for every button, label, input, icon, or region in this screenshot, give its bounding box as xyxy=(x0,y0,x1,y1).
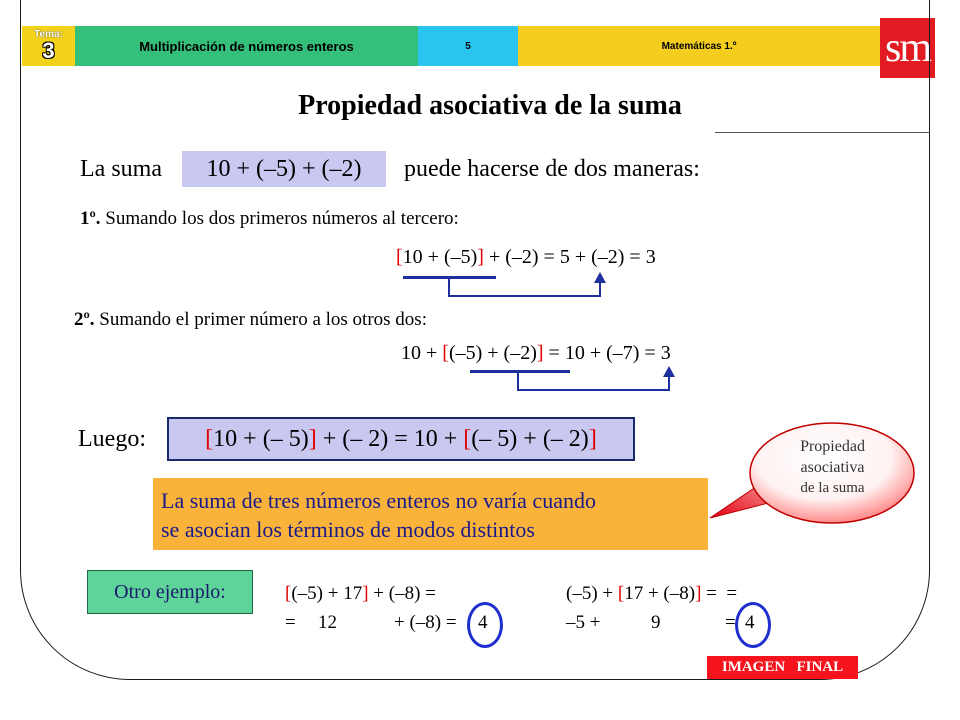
example-label: Otro ejemplo: xyxy=(114,580,226,603)
unit-title xyxy=(75,26,418,66)
page-number: 5 xyxy=(465,40,471,52)
way1-heading xyxy=(80,208,459,230)
final-image-button[interactable] xyxy=(707,656,858,679)
title-divider xyxy=(715,132,930,133)
conclusion-bracket-1: [ xyxy=(205,425,214,452)
way2-underline xyxy=(470,370,570,373)
sm-logo xyxy=(880,18,935,78)
intro-suffix: puede hacerse de dos maneras: xyxy=(404,156,700,182)
example-right-result: 4 xyxy=(745,612,755,633)
tema-number: 3 xyxy=(42,38,55,63)
subject-cell xyxy=(518,26,880,66)
example-right-9: 9 xyxy=(651,612,661,633)
example-right-rest: = = xyxy=(701,583,738,604)
way1-number: 1º. xyxy=(80,208,101,229)
way2-arrowhead xyxy=(663,366,675,377)
property-line-1: La suma de tres números enteros no varía cuando xyxy=(161,488,596,513)
way2-connector-up xyxy=(668,376,670,391)
callout-line-2: asociativa xyxy=(800,459,865,476)
way1-connector-horizontal xyxy=(448,295,600,297)
example-left-line-1 xyxy=(285,583,436,605)
way2-inner: (–5) + (–2) xyxy=(448,342,537,364)
way1-connector-up xyxy=(599,282,601,297)
conclusion-part-2: + (– 2) = 10 + xyxy=(316,425,464,452)
way1-arrowhead xyxy=(594,272,606,283)
way1-connector-down xyxy=(448,278,450,296)
way2-expression xyxy=(401,342,671,365)
example-left-rest: + (–8) = xyxy=(368,583,436,604)
conclusion-box xyxy=(167,417,635,461)
way2-bracket-close: ] xyxy=(536,342,544,364)
final-image-label: IMAGEN FINAL xyxy=(721,659,844,675)
way1-bracket-close: ] xyxy=(477,246,484,268)
way2-text: Sumando el primer número a los otros dos: xyxy=(99,309,427,330)
example-right-circle xyxy=(735,602,771,648)
property-line-2: se asocian los términos de modos distintos xyxy=(161,517,535,542)
example-right-inner: 17 + (–8) xyxy=(624,583,696,604)
example-left-circle xyxy=(467,602,503,648)
conclusion-label: Luego: xyxy=(78,426,146,452)
slide-title: Propiedad asociativa de la suma xyxy=(298,90,682,121)
example-right-pre: (–5) + xyxy=(566,583,618,604)
tema-label: Tema: xyxy=(34,29,63,40)
intro-expression-box xyxy=(182,151,386,187)
example-label-box xyxy=(87,570,253,614)
property-box xyxy=(153,478,708,550)
conclusion-bracket-3: [ xyxy=(463,425,472,452)
example-right-bracket-close: ] xyxy=(695,583,702,604)
conclusion-part-3: (– 5) + (– 2) xyxy=(471,425,589,452)
way1-rest: + (–2) = 5 + (–2) = 3 xyxy=(483,246,656,268)
example-left-result: 4 xyxy=(478,612,488,633)
way1-text: Sumando los dos primeros números al tercero: xyxy=(105,208,459,229)
example-right-eq: = xyxy=(725,612,736,633)
intro-prefix: La suma xyxy=(80,156,162,182)
way2-pre: 10 + xyxy=(401,342,443,364)
way1-bracket-open: [ xyxy=(396,246,403,268)
conclusion-bracket-2: ] xyxy=(308,425,317,452)
way1-inner: 10 + (–5) xyxy=(402,246,478,268)
example-left-12: 12 xyxy=(318,612,337,633)
conclusion-bracket-4: ] xyxy=(588,425,597,452)
way2-bracket-open: [ xyxy=(442,342,449,364)
example-right-bracket-open: [ xyxy=(617,583,625,604)
callout-text xyxy=(760,436,905,499)
example-left-bracket-close: ] xyxy=(362,583,369,604)
tema-badge xyxy=(22,26,75,66)
example-left-bracket-open: [ xyxy=(285,583,292,604)
unit-title-text: Multiplicación de números enteros xyxy=(139,38,354,54)
example-right-minus5: –5 + xyxy=(566,612,601,633)
way2-connector-down xyxy=(517,372,519,390)
way2-rest: = 10 + (–7) = 3 xyxy=(543,342,671,364)
conclusion-part-1: 10 + (– 5) xyxy=(213,425,309,452)
way1-expression xyxy=(396,246,656,269)
callout-line-3: de la suma xyxy=(800,480,865,496)
sm-logo-text: sm xyxy=(884,25,930,71)
way2-connector-horizontal xyxy=(517,389,669,391)
example-left-inner: (–5) + 17 xyxy=(291,583,363,604)
callout-line-1: Propiedad xyxy=(800,438,865,455)
subject: Matemáticas 1.º xyxy=(661,40,737,52)
example-left-minus8: + (–8) = xyxy=(394,612,457,633)
intro-expression: 10 + (–5) + (–2) xyxy=(206,155,362,182)
page-number-cell xyxy=(418,26,518,66)
way2-heading xyxy=(74,309,427,331)
example-right-line-1 xyxy=(566,583,737,605)
example-left-eq: = xyxy=(285,612,296,633)
way2-number: 2º. xyxy=(74,309,95,330)
